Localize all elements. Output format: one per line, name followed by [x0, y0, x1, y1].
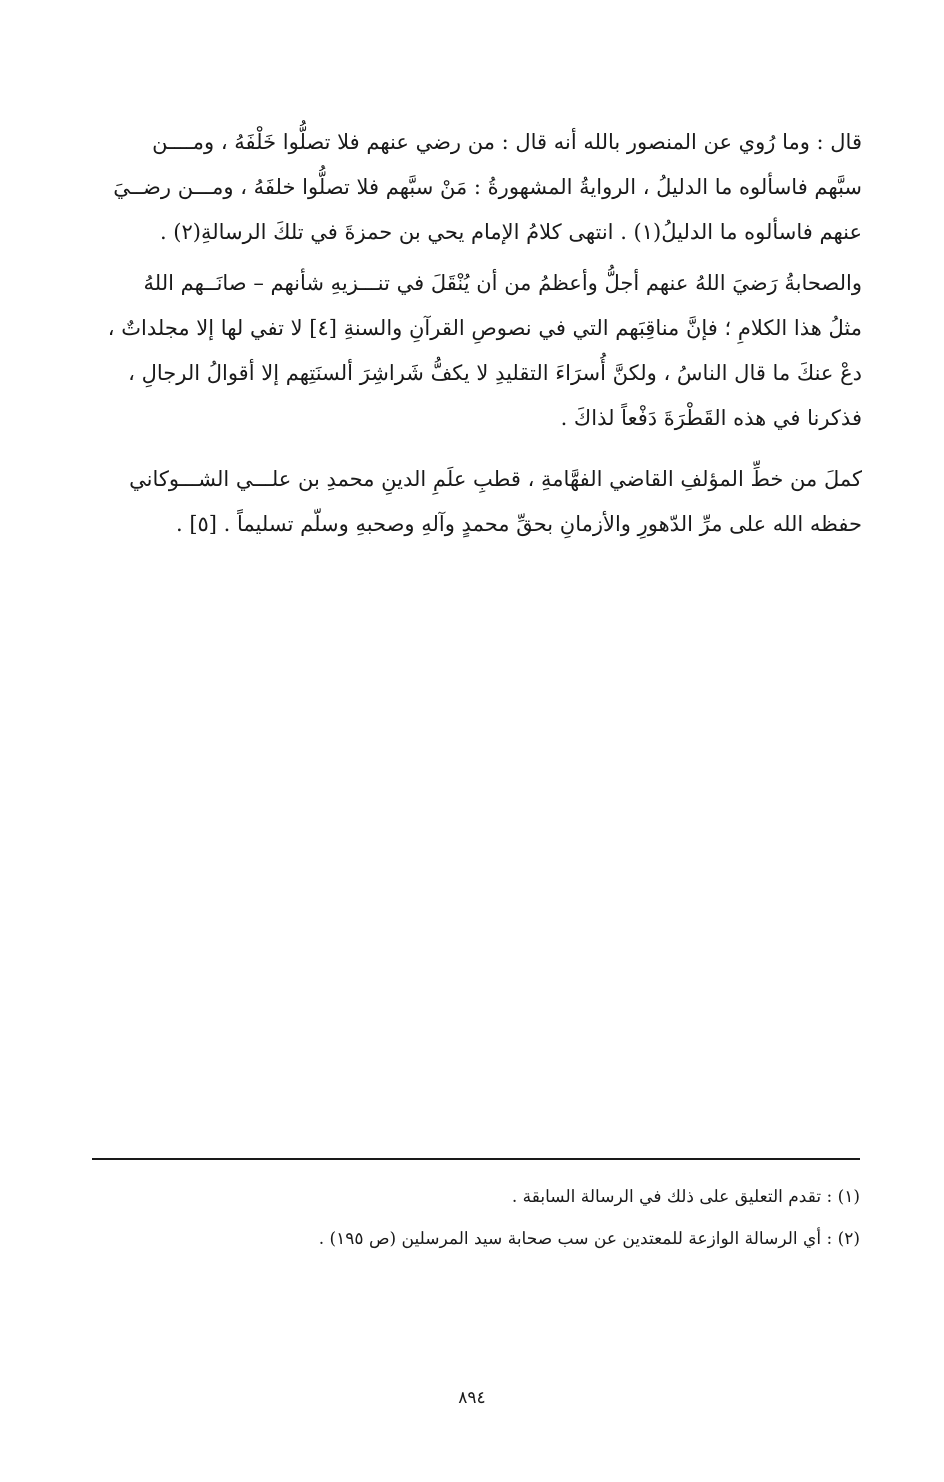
text-line: والصحابةُ رَضيَ اللهُ عنهم أجلُّ وأعظمُ من أن يُنْقَلَ في تنـــزيهِ شأنهم – صانَــهم اللهُ — [143, 271, 862, 295]
footnotes — [92, 1180, 860, 1264]
text-line: قال : وما رُوي عن المنصور بالله أنه قال : من رضي عنهم فلا تصلُّوا خَلْفَهُ ، ومــــن — [152, 130, 862, 154]
text-line: سبَّهم فاسألوه ما الدليلُ ، الروايةُ المشهورةُ : مَنْ سبَّهم فلا تصلُّوا خلفَهُ ، ومـــن رضــيَ — [113, 175, 862, 199]
paragraph-1 — [84, 120, 862, 255]
page-number: ٨٩٤ — [458, 1388, 486, 1408]
footnote-divider — [92, 1158, 860, 1160]
footnote-2: (٢) : أي الرسالة الوازعة للمعتدين عن سب صحابة سيد المرسلين (ص ١٩٥) . — [318, 1229, 860, 1249]
footnote-1: (١) : تقدم التعليق على ذلك في الرسالة السابقة . — [511, 1187, 860, 1207]
paragraph-3-colophon — [84, 457, 862, 547]
text-line: فذكرنا في هذه القَطْرَةَ دَفْعاً لذاكَ . — [560, 406, 862, 430]
paragraph-2 — [84, 261, 862, 441]
text-line: حفظه الله على مرِّ الدّهورِ والأزمانِ بحقِّ محمدٍ وآلهِ وصحبهِ وسلّم تسليماً . [٥] . — [175, 512, 862, 536]
text-line: كملَ من خطِّ المؤلفِ القاضي الفهَّامةِ ، قطبِ علَمِ الدينِ محمدِ بن علـــي الشـــوكاني — [129, 467, 862, 491]
main-text — [84, 120, 862, 547]
text-line: دعْ عنكَ ما قال الناسُ ، ولكنَّ أُسرَاءَ التقليدِ لا يكفُّ شَراشِرَ ألسنَتِهم إلا أقوالُ الرجالِ ، — [128, 361, 862, 385]
text-line: عنهم فاسألوه ما الدليلُ(١) . انتهى كلامُ الإمام يحي بن حمزةَ في تلكَ الرسالةِ(٢) . — [159, 220, 862, 244]
text-line: مثلُ هذا الكلامِ ؛ فإنَّ مناقِبَهم التي في نصوصِ القرآنِ والسنةِ [٤] لا تفي لها إلا مجلداتٌ ، — [107, 316, 862, 340]
